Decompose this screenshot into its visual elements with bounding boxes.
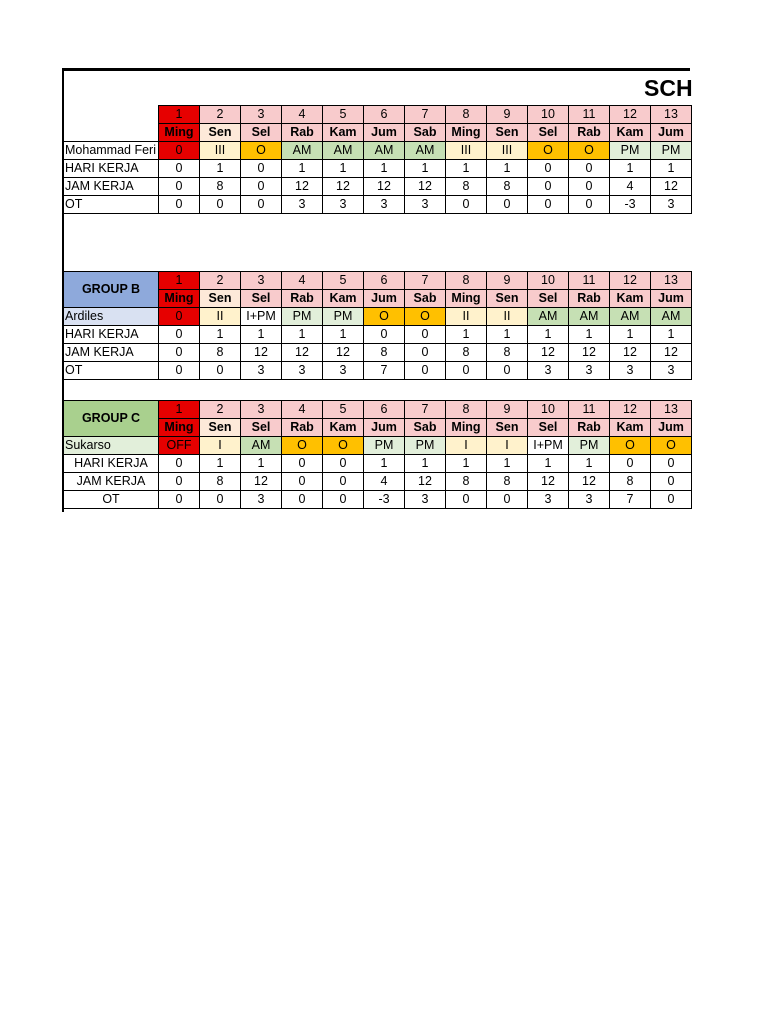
jam-kerja-row xyxy=(64,473,692,491)
employee-name: Sukarso xyxy=(64,437,159,455)
value-cell: 0 xyxy=(200,196,241,214)
day-number-cell: 11 xyxy=(569,272,610,290)
day-name-cell: Rab xyxy=(282,419,323,437)
value-cell: 0 xyxy=(241,160,282,178)
shift-cell: PM xyxy=(569,437,610,455)
day-number-cell: 5 xyxy=(323,272,364,290)
value-cell: 3 xyxy=(405,491,446,509)
shift-cell: 0 xyxy=(159,308,200,326)
day-name-cell: Sen xyxy=(200,290,241,308)
day-name-cell: Sel xyxy=(528,124,569,142)
value-cell: 1 xyxy=(405,160,446,178)
day-number-cell: 9 xyxy=(487,106,528,124)
day-name-cell: Kam xyxy=(610,290,651,308)
day-name-cell: Kam xyxy=(610,419,651,437)
day-number-cell: 13 xyxy=(651,106,692,124)
day-number-cell: 8 xyxy=(446,106,487,124)
value-cell: 3 xyxy=(528,491,569,509)
day-number-row xyxy=(64,272,692,290)
jam-kerja-row xyxy=(64,178,692,196)
shift-cell: AM xyxy=(364,142,405,160)
shift-cell: O xyxy=(651,437,692,455)
value-cell: 1 xyxy=(487,326,528,344)
day-name-row xyxy=(64,124,692,142)
value-cell: 0 xyxy=(323,455,364,473)
value-cell: 8 xyxy=(487,473,528,491)
day-number-cell: 7 xyxy=(405,106,446,124)
value-cell: 3 xyxy=(405,196,446,214)
day-name-cell: Rab xyxy=(282,124,323,142)
day-name-cell: Sen xyxy=(200,419,241,437)
day-name-cell: Sel xyxy=(241,419,282,437)
value-cell: 1 xyxy=(241,326,282,344)
value-cell: 1 xyxy=(446,160,487,178)
value-cell: 3 xyxy=(569,362,610,380)
value-cell: 0 xyxy=(610,455,651,473)
shift-row xyxy=(64,142,692,160)
value-cell: 1 xyxy=(200,326,241,344)
day-number-cell: 6 xyxy=(364,272,405,290)
group-label: GROUP C xyxy=(64,401,159,437)
value-cell: 8 xyxy=(487,178,528,196)
value-cell: 12 xyxy=(651,178,692,196)
day-number-cell: 9 xyxy=(487,401,528,419)
value-cell: 12 xyxy=(282,344,323,362)
shift-cell: AM xyxy=(528,308,569,326)
value-cell: 1 xyxy=(200,160,241,178)
value-cell: 0 xyxy=(569,196,610,214)
value-cell: 8 xyxy=(446,344,487,362)
day-name-cell: Jum xyxy=(364,419,405,437)
jam-kerja-row xyxy=(64,344,692,362)
shift-cell: I+PM xyxy=(241,308,282,326)
value-cell: 0 xyxy=(364,326,405,344)
row-label: JAM KERJA xyxy=(64,473,159,491)
day-name-cell: Ming xyxy=(159,124,200,142)
value-cell: 12 xyxy=(569,344,610,362)
value-cell: 1 xyxy=(282,160,323,178)
ot-row xyxy=(64,362,692,380)
value-cell: 0 xyxy=(651,455,692,473)
value-cell: 4 xyxy=(610,178,651,196)
day-number-cell: 2 xyxy=(200,272,241,290)
shift-row xyxy=(64,308,692,326)
day-name-row xyxy=(64,290,692,308)
value-cell: 8 xyxy=(446,473,487,491)
value-cell: 0 xyxy=(159,473,200,491)
shift-cell: O xyxy=(364,308,405,326)
shift-cell: OFF xyxy=(159,437,200,455)
shift-cell: AM xyxy=(569,308,610,326)
value-cell: 3 xyxy=(528,362,569,380)
value-cell: 0 xyxy=(159,196,200,214)
day-name-cell: Ming xyxy=(159,290,200,308)
day-number-cell: 11 xyxy=(569,106,610,124)
shift-cell: III xyxy=(200,142,241,160)
day-number-cell: 10 xyxy=(528,401,569,419)
value-cell: 0 xyxy=(651,491,692,509)
value-cell: 0 xyxy=(159,160,200,178)
row-label: HARI KERJA xyxy=(64,160,159,178)
value-cell: 12 xyxy=(241,473,282,491)
shift-cell: I xyxy=(487,437,528,455)
value-cell: -3 xyxy=(610,196,651,214)
value-cell: 0 xyxy=(405,344,446,362)
value-cell: 0 xyxy=(569,178,610,196)
shift-cell: PM xyxy=(282,308,323,326)
shift-cell: AM xyxy=(323,142,364,160)
shift-cell: AM xyxy=(651,308,692,326)
value-cell: 0 xyxy=(323,473,364,491)
value-cell: 0 xyxy=(241,178,282,196)
row-label: JAM KERJA xyxy=(64,344,159,362)
value-cell: 1 xyxy=(610,160,651,178)
value-cell: 0 xyxy=(159,491,200,509)
value-cell: 0 xyxy=(405,362,446,380)
value-cell: 8 xyxy=(364,344,405,362)
day-name-cell: Kam xyxy=(323,419,364,437)
day-number-cell: 9 xyxy=(487,272,528,290)
shift-cell: III xyxy=(487,142,528,160)
shift-cell: O xyxy=(610,437,651,455)
shift-cell: AM xyxy=(282,142,323,160)
day-name-cell: Ming xyxy=(446,290,487,308)
value-cell: 3 xyxy=(610,362,651,380)
day-name-cell: Sel xyxy=(528,419,569,437)
day-number-cell: 13 xyxy=(651,272,692,290)
value-cell: 0 xyxy=(528,178,569,196)
shift-cell: AM xyxy=(241,437,282,455)
value-cell: 0 xyxy=(200,491,241,509)
value-cell: 0 xyxy=(487,196,528,214)
day-number-cell: 3 xyxy=(241,401,282,419)
value-cell: 12 xyxy=(610,344,651,362)
day-name-cell: Jum xyxy=(651,419,692,437)
shift-cell: AM xyxy=(405,142,446,160)
day-number-cell: 10 xyxy=(528,106,569,124)
shift-cell: PM xyxy=(405,437,446,455)
shift-cell: II xyxy=(200,308,241,326)
value-cell: 1 xyxy=(446,455,487,473)
value-cell: 12 xyxy=(364,178,405,196)
day-number-cell: 7 xyxy=(405,272,446,290)
day-name-cell: Kam xyxy=(323,290,364,308)
day-number-cell: 6 xyxy=(364,106,405,124)
value-cell: 3 xyxy=(282,196,323,214)
day-name-cell: Sel xyxy=(241,290,282,308)
value-cell: 8 xyxy=(200,178,241,196)
value-cell: 1 xyxy=(487,455,528,473)
value-cell: 3 xyxy=(323,196,364,214)
shift-cell: PM xyxy=(610,142,651,160)
hari-kerja-row xyxy=(64,455,692,473)
value-cell: 7 xyxy=(610,491,651,509)
day-number-cell: 2 xyxy=(200,106,241,124)
value-cell: 12 xyxy=(528,344,569,362)
day-number-cell: 7 xyxy=(405,401,446,419)
value-cell: 0 xyxy=(528,196,569,214)
value-cell: 1 xyxy=(569,455,610,473)
day-name-cell: Jum xyxy=(651,124,692,142)
value-cell: 1 xyxy=(487,160,528,178)
day-number-cell: 10 xyxy=(528,272,569,290)
day-name-cell: Rab xyxy=(282,290,323,308)
value-cell: 1 xyxy=(323,326,364,344)
day-name-cell: Rab xyxy=(569,290,610,308)
shift-cell: O xyxy=(405,308,446,326)
day-name-cell: Kam xyxy=(323,124,364,142)
top-border xyxy=(62,68,690,71)
shift-cell: I xyxy=(200,437,241,455)
day-number-cell: 12 xyxy=(610,401,651,419)
value-cell: 3 xyxy=(323,362,364,380)
day-number-cell: 12 xyxy=(610,106,651,124)
row-label: JAM KERJA xyxy=(64,178,159,196)
day-name-cell: Rab xyxy=(569,124,610,142)
value-cell: 1 xyxy=(364,160,405,178)
value-cell: 0 xyxy=(405,326,446,344)
employee-name: Mohammad Feri xyxy=(64,142,159,160)
day-number-row xyxy=(64,106,692,124)
day-number-cell: 4 xyxy=(282,401,323,419)
day-number-cell: 13 xyxy=(651,401,692,419)
shift-cell: O xyxy=(569,142,610,160)
day-number-cell: 11 xyxy=(569,401,610,419)
value-cell: 3 xyxy=(651,196,692,214)
value-cell: 1 xyxy=(651,326,692,344)
day-name-cell: Kam xyxy=(610,124,651,142)
day-name-cell: Ming xyxy=(446,124,487,142)
day-name-cell: Sab xyxy=(405,124,446,142)
schedule-table-group-a xyxy=(63,105,692,214)
day-name-cell: Jum xyxy=(651,290,692,308)
hari-kerja-row xyxy=(64,326,692,344)
value-cell: 1 xyxy=(405,455,446,473)
day-name-cell: Jum xyxy=(364,290,405,308)
day-number-cell: 4 xyxy=(282,106,323,124)
value-cell: 0 xyxy=(159,326,200,344)
hari-kerja-row xyxy=(64,160,692,178)
day-name-cell: Sen xyxy=(200,124,241,142)
value-cell: 0 xyxy=(282,491,323,509)
day-name-cell: Sab xyxy=(405,419,446,437)
day-name-cell: Sel xyxy=(528,290,569,308)
row-label: OT xyxy=(64,362,159,380)
day-name-cell: Sab xyxy=(405,290,446,308)
day-number-cell: 1 xyxy=(159,272,200,290)
row-label: HARI KERJA xyxy=(64,326,159,344)
day-number-cell: 1 xyxy=(159,106,200,124)
schedule-table-group-b xyxy=(63,271,692,380)
shift-cell: O xyxy=(323,437,364,455)
day-name-cell: Sen xyxy=(487,290,528,308)
value-cell: 0 xyxy=(159,455,200,473)
shift-cell: II xyxy=(487,308,528,326)
value-cell: 0 xyxy=(487,491,528,509)
ot-row xyxy=(64,196,692,214)
empty-cell xyxy=(64,106,159,142)
group-label: GROUP B xyxy=(64,272,159,308)
value-cell: 12 xyxy=(241,344,282,362)
value-cell: 0 xyxy=(487,362,528,380)
day-number-cell: 3 xyxy=(241,272,282,290)
ot-row xyxy=(64,491,692,509)
value-cell: 0 xyxy=(241,196,282,214)
value-cell: 0 xyxy=(159,362,200,380)
value-cell: -3 xyxy=(364,491,405,509)
value-cell: 0 xyxy=(528,160,569,178)
value-cell: 0 xyxy=(651,473,692,491)
shift-cell: I+PM xyxy=(528,437,569,455)
value-cell: 0 xyxy=(282,455,323,473)
day-name-cell: Sel xyxy=(241,124,282,142)
value-cell: 3 xyxy=(651,362,692,380)
value-cell: 0 xyxy=(159,178,200,196)
day-name-row xyxy=(64,419,692,437)
value-cell: 8 xyxy=(487,344,528,362)
value-cell: 1 xyxy=(569,326,610,344)
day-number-row xyxy=(64,401,692,419)
value-cell: 1 xyxy=(651,160,692,178)
value-cell: 1 xyxy=(241,455,282,473)
value-cell: 8 xyxy=(446,178,487,196)
value-cell: 4 xyxy=(364,473,405,491)
value-cell: 8 xyxy=(200,473,241,491)
row-label: HARI KERJA xyxy=(64,455,159,473)
value-cell: 3 xyxy=(569,491,610,509)
shift-cell: III xyxy=(446,142,487,160)
value-cell: 0 xyxy=(200,362,241,380)
value-cell: 3 xyxy=(241,491,282,509)
day-name-cell: Rab xyxy=(569,419,610,437)
shift-cell: O xyxy=(528,142,569,160)
value-cell: 12 xyxy=(569,473,610,491)
day-number-cell: 6 xyxy=(364,401,405,419)
shift-cell: I xyxy=(446,437,487,455)
shift-cell: O xyxy=(241,142,282,160)
value-cell: 1 xyxy=(528,326,569,344)
value-cell: 7 xyxy=(364,362,405,380)
day-number-cell: 1 xyxy=(159,401,200,419)
value-cell: 12 xyxy=(405,178,446,196)
shift-cell: II xyxy=(446,308,487,326)
day-number-cell: 8 xyxy=(446,272,487,290)
value-cell: 12 xyxy=(651,344,692,362)
value-cell: 12 xyxy=(405,473,446,491)
row-label: OT xyxy=(64,491,159,509)
value-cell: 3 xyxy=(282,362,323,380)
day-number-cell: 4 xyxy=(282,272,323,290)
value-cell: 0 xyxy=(446,362,487,380)
schedule-table-group-c xyxy=(63,400,692,509)
value-cell: 12 xyxy=(323,344,364,362)
day-number-cell: 3 xyxy=(241,106,282,124)
row-label: OT xyxy=(64,196,159,214)
day-number-cell: 5 xyxy=(323,401,364,419)
value-cell: 0 xyxy=(446,491,487,509)
day-number-cell: 8 xyxy=(446,401,487,419)
shift-cell: 0 xyxy=(159,142,200,160)
value-cell: 1 xyxy=(323,160,364,178)
day-name-cell: Ming xyxy=(446,419,487,437)
shift-cell: AM xyxy=(610,308,651,326)
day-name-cell: Ming xyxy=(159,419,200,437)
employee-name: Ardiles xyxy=(64,308,159,326)
day-number-cell: 5 xyxy=(323,106,364,124)
value-cell: 0 xyxy=(282,473,323,491)
page-title: SCH xyxy=(644,75,693,101)
shift-cell: O xyxy=(282,437,323,455)
value-cell: 0 xyxy=(569,160,610,178)
shift-cell: PM xyxy=(364,437,405,455)
shift-cell: PM xyxy=(323,308,364,326)
value-cell: 8 xyxy=(200,344,241,362)
day-name-cell: Sen xyxy=(487,124,528,142)
value-cell: 3 xyxy=(364,196,405,214)
value-cell: 3 xyxy=(241,362,282,380)
day-name-cell: Sen xyxy=(487,419,528,437)
value-cell: 1 xyxy=(282,326,323,344)
value-cell: 12 xyxy=(323,178,364,196)
value-cell: 0 xyxy=(446,196,487,214)
value-cell: 1 xyxy=(200,455,241,473)
value-cell: 12 xyxy=(282,178,323,196)
value-cell: 1 xyxy=(364,455,405,473)
day-number-cell: 2 xyxy=(200,401,241,419)
value-cell: 12 xyxy=(528,473,569,491)
shift-cell: PM xyxy=(651,142,692,160)
value-cell: 1 xyxy=(446,326,487,344)
value-cell: 1 xyxy=(610,326,651,344)
day-name-cell: Jum xyxy=(364,124,405,142)
day-number-cell: 12 xyxy=(610,272,651,290)
value-cell: 8 xyxy=(610,473,651,491)
shift-row xyxy=(64,437,692,455)
value-cell: 0 xyxy=(323,491,364,509)
value-cell: 1 xyxy=(528,455,569,473)
value-cell: 0 xyxy=(159,344,200,362)
